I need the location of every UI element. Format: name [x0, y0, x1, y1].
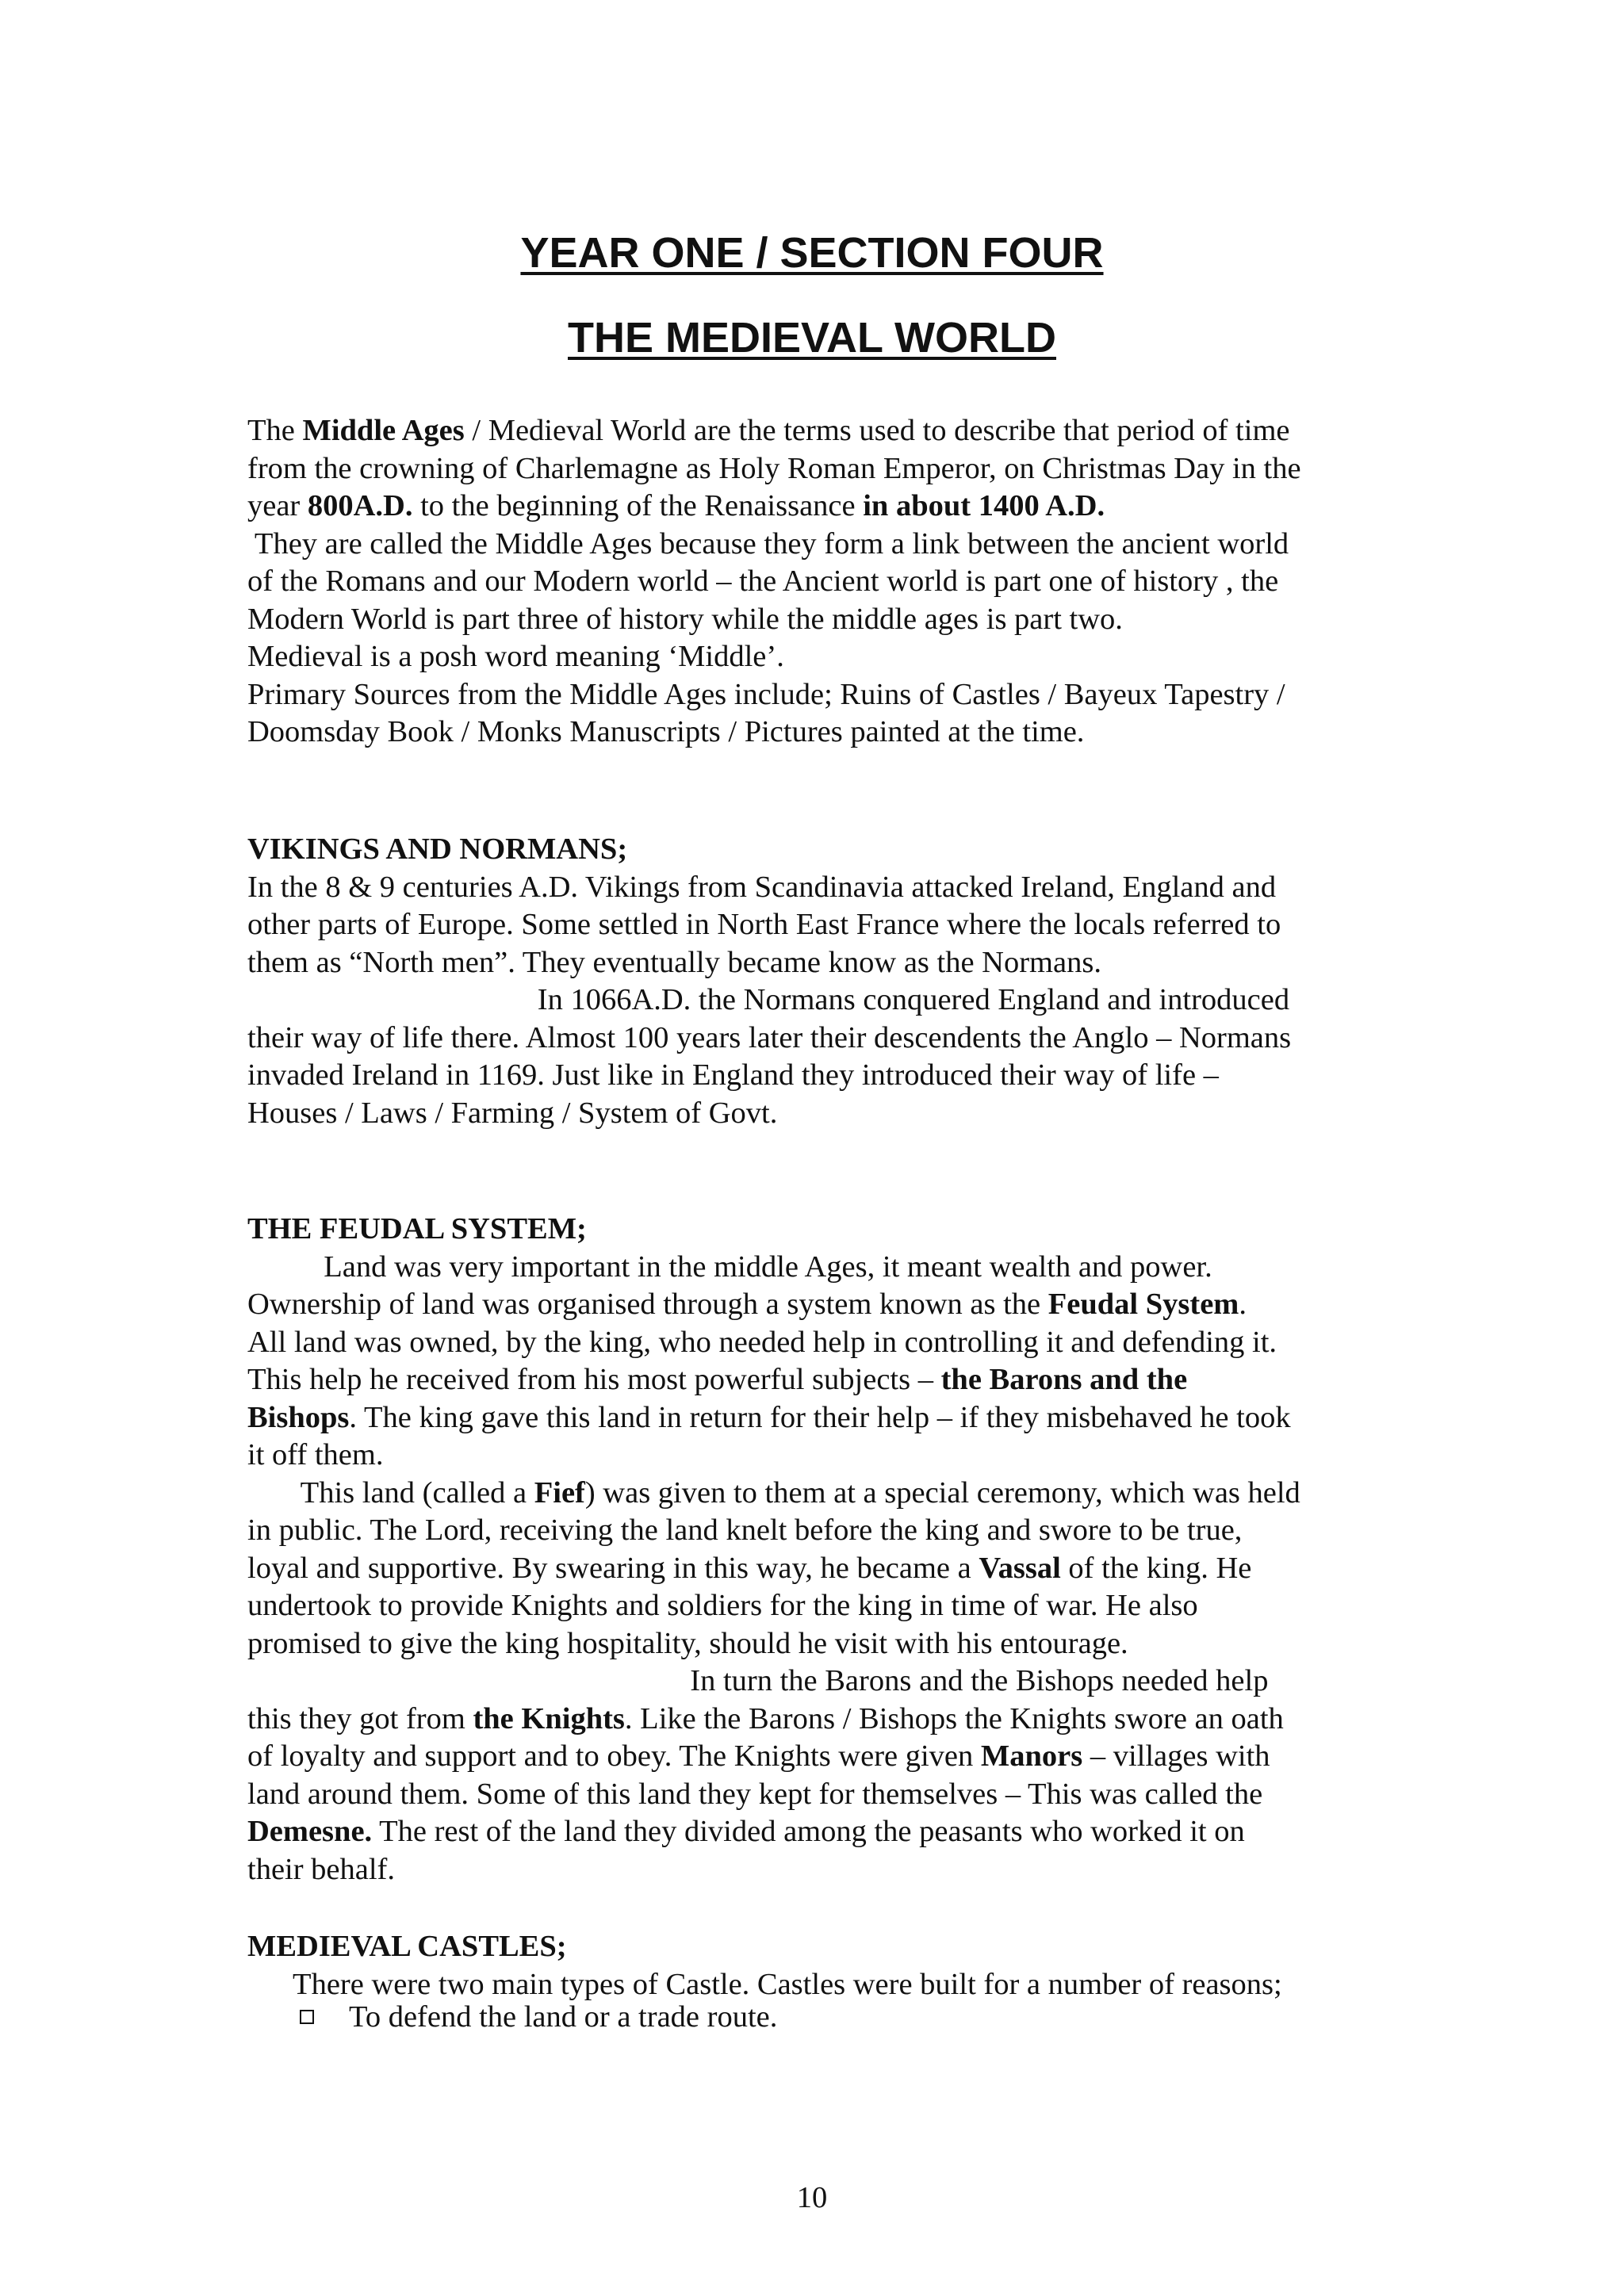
- text-line: Medieval is a posh word meaning ‘Middle’.: [247, 640, 784, 673]
- text-line: their way of life there. Almost 100 years later their descendents the Anglo – Normans: [247, 1020, 1292, 1054]
- castles-section: [247, 1928, 1405, 2003]
- section-heading: THE FEUDAL SYSTEM;: [247, 1212, 587, 1246]
- text-line: of loyalty and support and to obey. The Knights were given Manors – villages with: [247, 1739, 1270, 1773]
- section-heading: MEDIEVAL CASTLES;: [247, 1930, 567, 1963]
- text-line: Land was very important in the middle Ages, it meant wealth and power.: [247, 1249, 1212, 1284]
- vikings-section: [247, 831, 1405, 1132]
- text-line: of the Romans and our Modern world – the Ancient world is part one of history , the: [247, 564, 1279, 598]
- text-line: Demesne. The rest of the land they divided among the peasants who worked it on: [247, 1815, 1245, 1848]
- text-line: from the crowning of Charlemagne as Holy Roman Emperor, on Christmas Day in the: [247, 451, 1301, 485]
- text-line: Houses / Laws / Farming / System of Govt.: [247, 1096, 778, 1130]
- text-line: promised to give the king hospitality, should he visit with his entourage.: [247, 1626, 1128, 1660]
- text-line: Ownership of land was organised through a system known as the Feudal System.: [247, 1288, 1247, 1321]
- text-line: Modern World is part three of history while the middle ages is part two.: [247, 602, 1123, 636]
- text-line: This land (called a Fief) was given to them at a special ceremony, which was held: [247, 1475, 1300, 1510]
- text-line: land around them. Some of this land they kept for themselves – This was called the: [247, 1777, 1263, 1811]
- text-line: In turn the Barons and the Bishops needed help: [247, 1664, 1269, 1697]
- page-number: 10: [796, 2181, 828, 2214]
- text-line: undertook to provide Knights and soldiers for the king in time of war. He also: [247, 1589, 1198, 1622]
- text-line: this they got from the Knights. Like the Barons / Bishops the Knights swore an oath: [247, 1701, 1284, 1735]
- bullet-item: [300, 1998, 777, 2036]
- text-line: Doomsday Book / Monks Manuscripts / Pictures painted at the time.: [247, 715, 1085, 748]
- square-bullet-icon: [300, 2010, 314, 2024]
- text-line: Primary Sources from the Middle Ages include; Ruins of Castles / Bayeux Tapestry /: [247, 677, 1285, 711]
- section-heading: VIKINGS AND NORMANS;: [247, 832, 628, 866]
- text-line: their behalf.: [247, 1852, 395, 1886]
- text-line: other parts of Europe. Some settled in North East France where the locals referred to: [247, 908, 1281, 941]
- text-line: it off them.: [247, 1438, 384, 1471]
- feudal-section: [247, 1211, 1405, 1888]
- text-line: invaded Ireland in 1169. Just like in England they introduced their way of life –: [247, 1058, 1219, 1092]
- text-line: in public. The Lord, receiving the land knelt before the king and swore to be true,: [247, 1513, 1243, 1547]
- bullet-text: To defend the land or a trade route.: [349, 2000, 778, 2034]
- text-line: They are called the Middle Ages because they form a link between the ancient world: [247, 526, 1289, 561]
- text-line: This help he received from his most powerful subjects – the Barons and the: [247, 1363, 1188, 1396]
- text-line: The Middle Ages / Medieval World are the terms used to describe that period of time: [247, 414, 1290, 447]
- text-line: them as “North men”. They eventually became know as the Normans.: [247, 945, 1101, 979]
- text-line: Bishops. The king gave this land in return for their help – if they misbehaved he took: [247, 1400, 1291, 1434]
- text-line: In 1066A.D. the Normans conquered England and introduced: [247, 983, 1290, 1016]
- text-line: All land was owned, by the king, who needed help in controlling it and defending it.: [247, 1325, 1277, 1359]
- page-title: THE MEDIEVAL WORLD: [568, 314, 1056, 362]
- intro-paragraph: [247, 412, 1405, 752]
- text-line: loyal and supportive. By swearing in this way, he became a Vassal of the king. He: [247, 1551, 1252, 1585]
- text-line: year 800A.D. to the beginning of the Renaissance in about 1400 A.D.: [247, 489, 1105, 522]
- text-line: In the 8 & 9 centuries A.D. Vikings from Scandinavia attacked Ireland, England and: [247, 870, 1277, 904]
- text-line: There were two main types of Castle. Castles were built for a number of reasons;: [247, 1967, 1282, 2001]
- section-title: YEAR ONE / SECTION FOUR: [520, 229, 1104, 277]
